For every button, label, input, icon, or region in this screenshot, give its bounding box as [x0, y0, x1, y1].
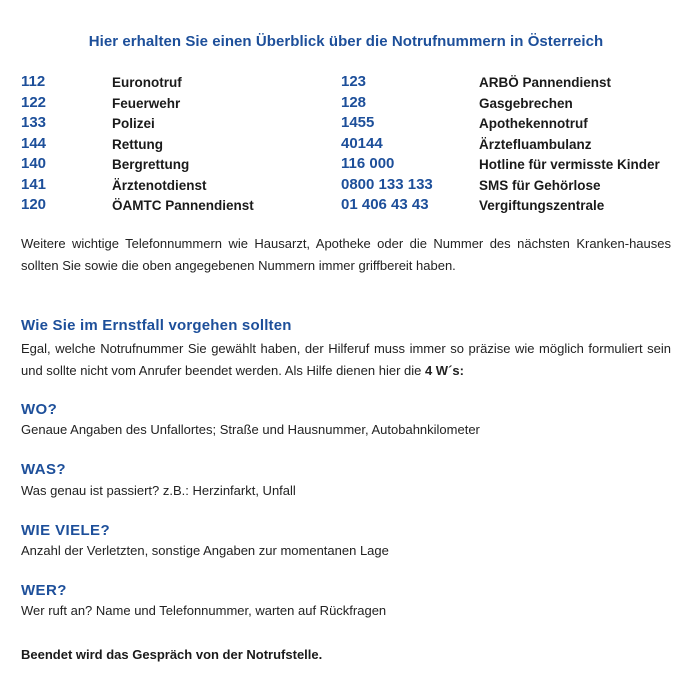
number-code: 133 [21, 114, 47, 131]
number-row [21, 196, 681, 216]
number-label: Hotline für vermisste Kinder [479, 157, 660, 172]
number-code: 141 [21, 175, 47, 193]
number-row [21, 94, 681, 114]
section-title: Wie Sie im Ernstfall vorgehen sollten [21, 317, 292, 334]
number-code: 0800 133 133 [341, 175, 433, 193]
question-heading-was: WAS? [21, 461, 66, 478]
number-code: 140 [21, 155, 47, 172]
number-row [21, 135, 681, 155]
number-label: Rettung [112, 136, 163, 152]
number-code: 122 [21, 93, 47, 111]
number-code: 01 406 43 43 [341, 196, 429, 213]
number-label: Gasgebrechen [479, 95, 573, 111]
number-label: Feuerwehr [112, 95, 181, 111]
number-code: 40144 [341, 134, 383, 152]
number-label: Bergrettung [112, 157, 190, 172]
closing-text: Beendet wird das Gespräch von der Notrufstelle. [21, 647, 323, 662]
number-row [21, 176, 681, 196]
number-code: 120 [21, 196, 47, 213]
question-heading-wer: WER? [21, 582, 67, 599]
section-text: Egal, welche Notrufnummer Sie gewählt haben, der Hilferuf muss immer so präzise wie möglich formuliert sein und sollte nicht vom Anrufer beendet werden. Als Hilfe dienen hier die [21, 341, 671, 378]
number-row [21, 114, 681, 134]
question-heading-wo: WO? [21, 401, 58, 418]
number-label: Ärztefluambulanz [479, 136, 592, 152]
number-code: 128 [341, 93, 367, 111]
number-code: 123 [341, 73, 367, 90]
question-text-wie-viele: Anzahl der Verletzten, sonstige Angaben zur momentanen Lage [21, 543, 389, 558]
number-label: Euronotruf [112, 75, 182, 90]
number-code: 112 [21, 73, 46, 90]
number-label: Vergiftungszentrale [479, 198, 605, 213]
number-code: 144 [21, 134, 47, 152]
number-label: Ärztenotdienst [112, 177, 207, 193]
number-label: ARBÖ Pannendienst [479, 75, 612, 90]
section-text-bold: 4 W´s: [424, 363, 464, 378]
question-text-wer: Wer ruft an? Name und Telefonnummer, warten auf Rückfragen [21, 603, 387, 618]
number-label: Apothekennotruf [479, 116, 588, 131]
number-row [21, 155, 681, 175]
number-code: 1455 [341, 114, 375, 131]
number-label: ÖAMTC Pannendienst [112, 198, 254, 213]
section-paragraph [21, 338, 671, 382]
intro-paragraph: Weitere wichtige Telefonnummern wie Hausarzt, Apotheke oder die Nummer des nächsten Kranken-hauses sollten Sie sowie die oben angegebenen Nummern immer griffbereit haben. [21, 236, 671, 273]
question-heading-wie-viele: WIE VIELE? [21, 522, 111, 539]
question-text-wo: Genaue Angaben des Unfallortes; Straße und Hausnummer, Autobahnkilometer [21, 422, 480, 437]
number-label: SMS für Gehörlose [479, 177, 601, 193]
number-row [21, 73, 681, 93]
number-label: Polizei [112, 116, 155, 131]
number-code: 116 000 [341, 155, 395, 172]
question-text-was: Was genau ist passiert? z.B.: Herzinfarkt, Unfall [21, 483, 296, 498]
page-title: Hier erhalten Sie einen Überblick über die Notrufnummern in Österreich [88, 33, 604, 50]
